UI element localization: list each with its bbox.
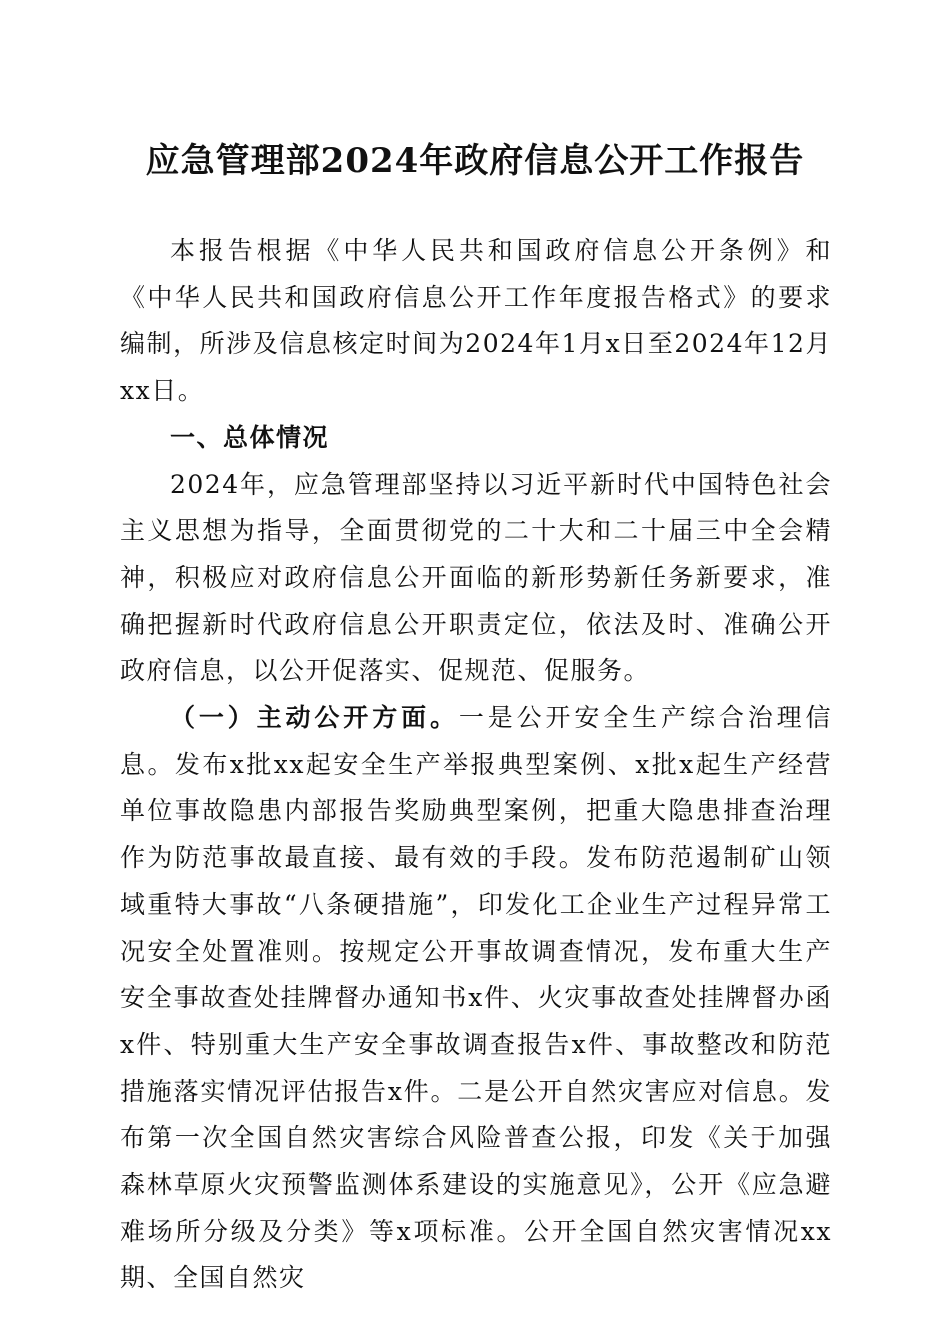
active-disclosure-text: 一是公开安全生产综合治理信息。发布x批xx起安全生产举报典型案例、x批x起生产经营单位事故隐患内部报告奖励典型案例，把重大隐患排查治理作为防范事故最直接、最有效的手段。发布防范遏制矿山领域重特大事故“八条硬措施”，印发化工企业生产过程异常工况安全处置准则。按规定公开事故调查情况，发布重大生产安全事故查处挂牌督办通知书x件、火灾事故查处挂牌督办函x件、特别重大生产安全事故调查报告x件、事故整改和防范措施落实情况评估报告x件。二是公开自然灾害应对信息。发布第一次全国自然灾害综合风险普查公报，印发《关于加强森林草原火灾预警监测体系建设的实施意见》，公开《应急避难场所分级及分类》等x项标准。公开全国自然灾害情况xx期、全国自然灾 (120, 703, 832, 1293)
document-title: 应急管理部2024年政府信息公开工作报告 (145, 141, 805, 181)
intro-paragraph: 本报告根据《中华人民共和国政府信息公开条例》和《中华人民共和国政府信息公开工作年度报告格式》的要求编制，所涉及信息核定时间为2024年1月x日至2024年12月xx日。 (120, 236, 832, 406)
section-heading-overview: 一、总体情况 (170, 422, 330, 452)
document-body (120, 228, 832, 1302)
overview-paragraph: 2024年，应急管理部坚持以习近平新时代中国特色社会主义思想为指导，全面贯彻党的二十大和二十届三中全会精神，积极应对政府信息公开面临的新形势新任务新要求，准确把握新时代政府信息公开职责定位，依法及时、准确公开政府信息，以公开促落实、促规范、促服务。 (120, 469, 832, 686)
active-disclosure-paragraph (120, 695, 832, 1302)
subsection-heading-active-disclosure: （一）主动公开方面。 (170, 703, 459, 733)
